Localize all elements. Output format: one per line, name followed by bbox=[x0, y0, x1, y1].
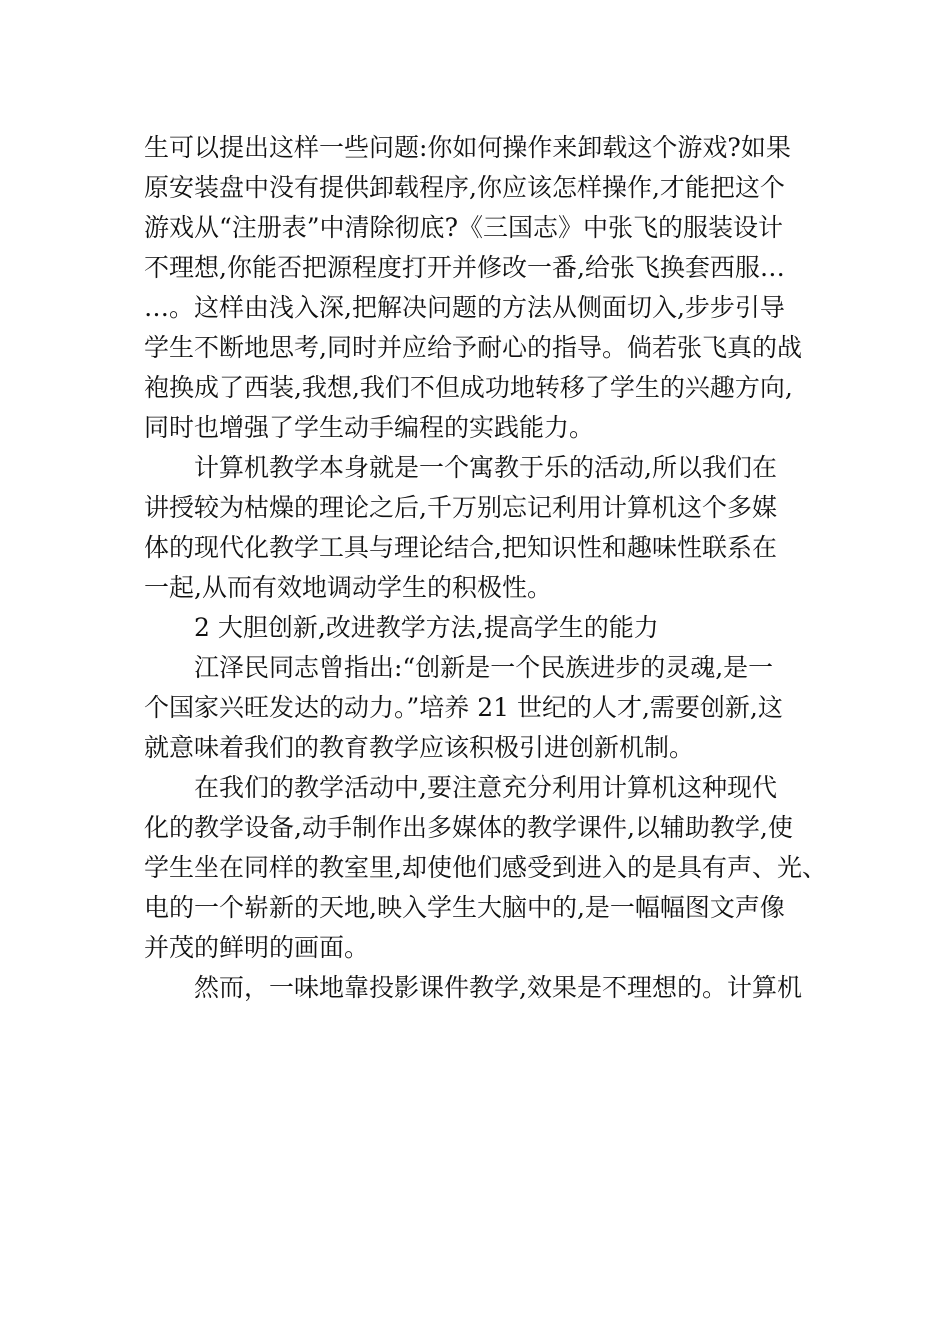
text-line: 个国家兴旺发达的动力。”培养 21 世纪的人才,需要创新,这 bbox=[144, 693, 783, 722]
text-line: 袍换成了西装,我想,我们不但成功地转移了学生的兴趣方向, bbox=[144, 373, 793, 402]
text-line: 游戏从“注册表”中清除彻底?《三国志》中张飞的服装设计 bbox=[144, 213, 783, 242]
paragraph-p2 bbox=[144, 448, 812, 608]
text-line: 学生坐在同样的教室里,却使他们感受到进入的是具有声、光、 bbox=[144, 853, 827, 882]
text-line: 生可以提出这样一些问题:你如何操作来卸载这个游戏?如果 bbox=[144, 133, 791, 162]
text-line: 然而，一味地靠投影课件教学,效果是不理想的。计算机 bbox=[194, 973, 802, 1002]
text-line: 学生不断地思考,同时并应给予耐心的指导。倘若张飞真的战 bbox=[144, 333, 802, 362]
text-line: 化的教学设备,动手制作出多媒体的教学课件,以辅助教学,使 bbox=[144, 813, 793, 842]
text-line: …。这样由浅入深,把解决问题的方法从侧面切入,步步引导 bbox=[144, 293, 785, 322]
text-line: 2 大胆创新,改进教学方法,提高学生的能力 bbox=[194, 613, 659, 642]
text-line: 就意味着我们的教育教学应该积极引进创新机制。 bbox=[144, 733, 695, 762]
text-line: 讲授较为枯燥的理论之后,千万别忘记利用计算机这个多媒 bbox=[144, 493, 777, 522]
paragraph-p5 bbox=[144, 768, 827, 968]
text-line: 在我们的教学活动中,要注意充分利用计算机这种现代 bbox=[194, 773, 777, 802]
text-line: 原安装盘中没有提供卸载程序,你应该怎样操作,才能把这个 bbox=[144, 173, 785, 202]
text-line: 同时也增强了学生动手编程的实践能力。 bbox=[144, 413, 595, 442]
text-line: 计算机教学本身就是一个寓教于乐的活动,所以我们在 bbox=[194, 453, 777, 482]
paragraph-p4 bbox=[144, 648, 812, 768]
text-line: 并茂的鲜明的画面。 bbox=[144, 933, 370, 962]
text-line: 不理想,你能否把源程度打开并修改一番,给张飞换套西服… bbox=[144, 253, 785, 282]
text-line: 一起,从而有效地调动学生的积极性。 bbox=[144, 573, 552, 602]
text-line: 电的一个崭新的天地,映入学生大脑中的,是一幅幅图文声像 bbox=[144, 893, 785, 922]
document-body bbox=[144, 128, 827, 1008]
paragraph-p1 bbox=[144, 128, 812, 448]
paragraph-p3 bbox=[144, 608, 812, 648]
text-line: 体的现代化教学工具与理论结合,把知识性和趣味性联系在 bbox=[144, 533, 777, 562]
text-line: 江泽民同志曾指出:“创新是一个民族进步的灵魂,是一 bbox=[194, 653, 774, 682]
paragraph-p6 bbox=[144, 968, 812, 1008]
